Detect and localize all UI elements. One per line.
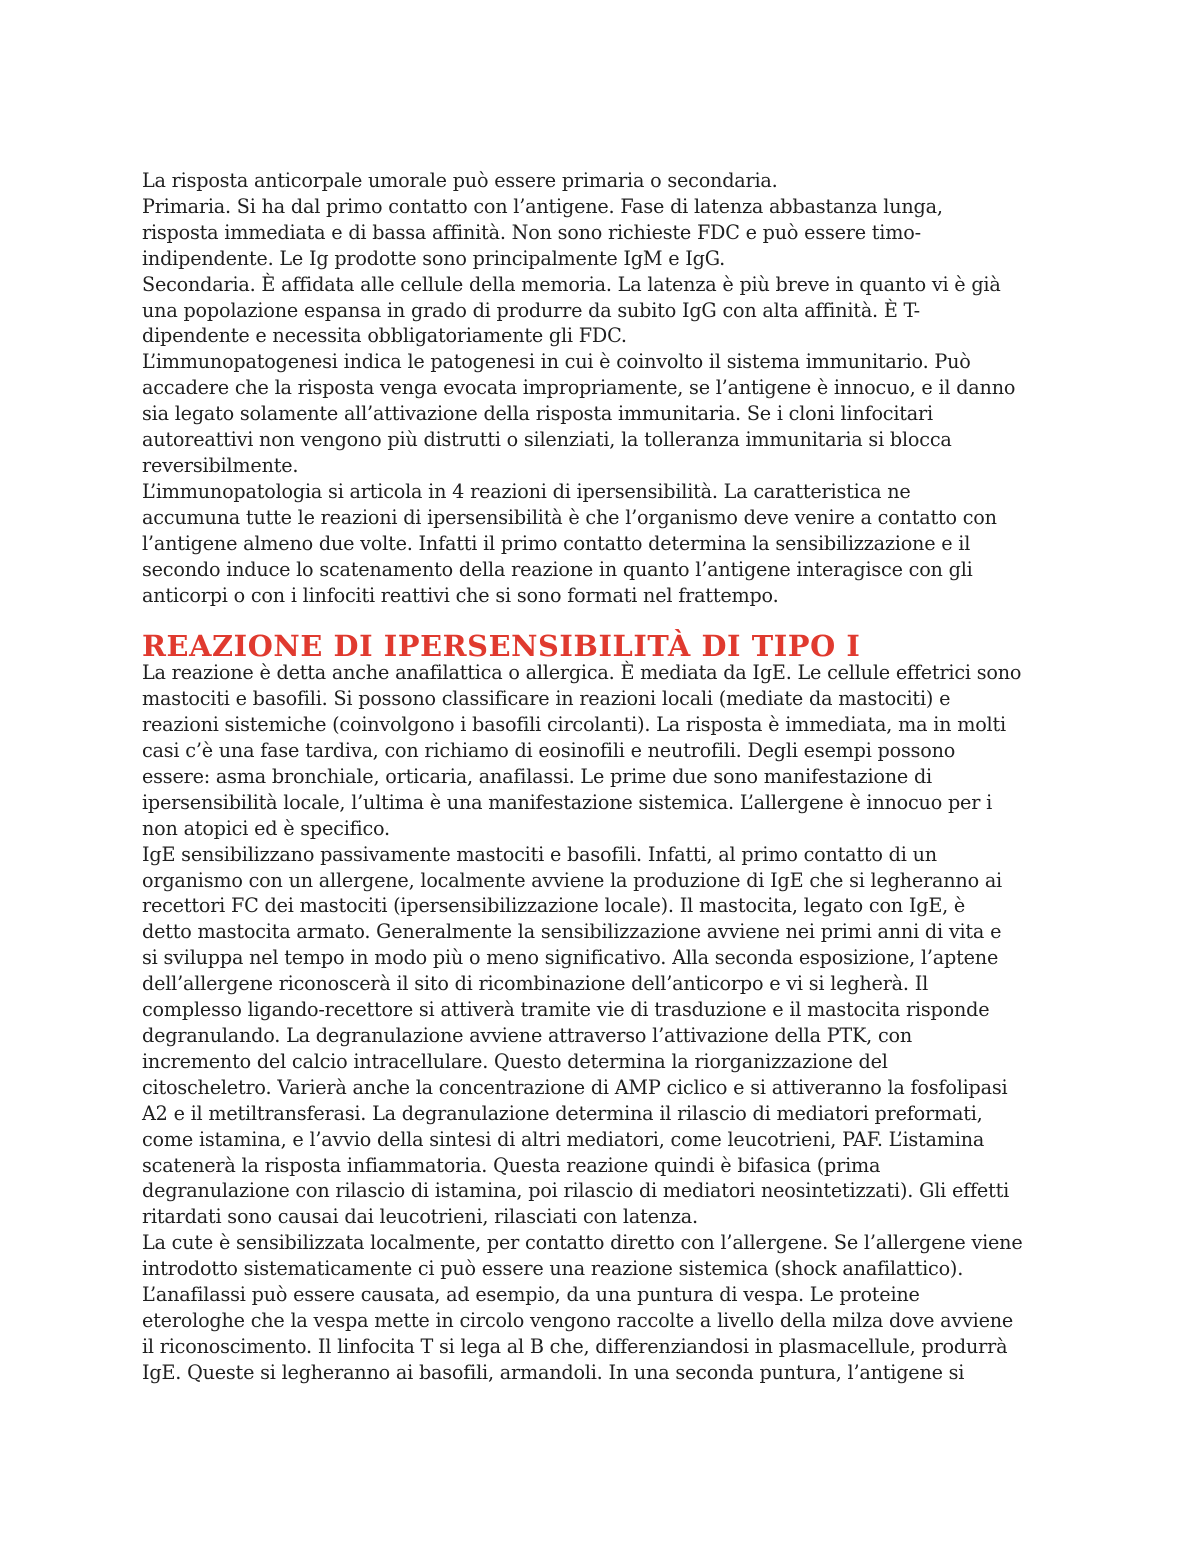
text-line: come istamina, e l’avvio della sintesi di altri mediatori, come leucotrieni, PAF. L’istamina	[142, 1127, 985, 1151]
text-line: La risposta anticorpale umorale può essere primaria o secondaria.	[142, 169, 778, 192]
text-line: risposta immediata e di bassa affinità. Non sono richieste FDC e può essere timo-	[142, 220, 921, 244]
text-line: scatenerà la risposta infiammatoria. Questa reazione quindi è bifasica (prima	[142, 1153, 881, 1177]
text-line: La reazione è detta anche anafilattica o allergica. È mediata da IgE. Le cellule effetrici sono	[142, 661, 1022, 685]
text-line: dell’allergene riconoscerà il sito di ricombinazione dell’anticorpo e vi si legherà. Il	[142, 972, 929, 996]
text-line: IgE sensibilizzano passivamente mastociti e basofili. Infatti, al primo contatto di un	[142, 842, 937, 866]
text-line: L’immunopatogenesi indica le patogenesi in cui è coinvolto il sistema immunitario. Può	[142, 350, 971, 374]
section-heading: REAZIONE DI IPERSENSIBILITÀ DI TIPO I	[142, 629, 861, 664]
text-line: dipendente e necessita obbligatoriamente gli FDC.	[142, 324, 627, 348]
text-line: il riconoscimento. Il linfocita T si lega al B che, differenziandosi in plasmacellule, produrrà	[142, 1334, 1008, 1358]
text-line: secondo induce lo scatenamento della reazione in quanto l’antigene interagisce con gli	[142, 557, 973, 581]
text-line: Primaria. Si ha dal primo contatto con l’antigene. Fase di latenza abbastanza lunga,	[142, 194, 943, 218]
text-line: ritardati sono causai dai leucotrieni, rilasciati con latenza.	[142, 1205, 698, 1229]
text-line: l’antigene almeno due volte. Infatti il primo contatto determina la sensibilizzazione e il	[142, 531, 971, 555]
text-line: complesso ligando-recettore si attiverà tramite vie di trasduzione e il mastocita risponde	[142, 998, 990, 1022]
text-line: L’immunopatologia si articola in 4 reazioni di ipersensibilità. La caratteristica ne	[142, 479, 911, 503]
text-line: accadere che la risposta venga evocata impropriamente, se l’antigene è innocuo, e il danno	[142, 376, 1016, 400]
text-line: essere: asma bronchiale, orticaria, anafilassi. Le prime due sono manifestazione di	[142, 764, 932, 788]
text-line: autoreattivi non vengono più distrutti o silenziati, la tolleranza immunitaria si blocca	[142, 428, 952, 452]
text-line: sia legato solamente all’attivazione della risposta immunitaria. Se i cloni linfocitari	[142, 402, 933, 426]
text-line: degranulazione con rilascio di istamina, poi rilascio di mediatori neosintetizzati). Gli effetti	[142, 1179, 1010, 1203]
text-line: introdotto sistematicamente ci può essere una reazione sistemica (shock anafilattico).	[142, 1257, 964, 1281]
text-line: La cute è sensibilizzata localmente, per contatto diretto con l’allergene. Se l’allergene viene	[142, 1231, 1023, 1255]
text-line: casi c’è una fase tardiva, con richiamo di eosinofili e neutrofili. Degli esempi possono	[142, 739, 956, 763]
text-line: L’anafilassi può essere causata, ad esempio, da una puntura di vespa. Le proteine	[142, 1283, 920, 1307]
text-line: non atopici ed è specifico.	[142, 816, 390, 840]
text-line: incremento del calcio intracellulare. Questo determina la riorganizzazione del	[142, 1049, 888, 1073]
intro-paragraphs	[142, 168, 1072, 608]
text-line: eterologhe che la vespa mette in circolo vengono raccolte a livello della milza dove avviene	[142, 1308, 1014, 1332]
text-line: mastociti e basofili. Si possono classificare in reazioni locali (mediate da mastociti) e	[142, 687, 951, 711]
text-line: si sviluppa nel tempo in modo più o meno significativo. Alla seconda esposizione, l’aptene	[142, 946, 999, 970]
text-line: citoscheletro. Varierà anche la concentrazione di AMP ciclico e si attiveranno la fosfolipasi	[142, 1075, 1008, 1099]
text-line: una popolazione espansa in grado di produrre da subito IgG con alta affinità. È T-	[142, 298, 920, 322]
text-line: reversibilmente.	[142, 453, 299, 477]
text-line: anticorpi o con i linfociti reattivi che si sono formati nel frattempo.	[142, 583, 779, 607]
document-page	[142, 168, 1072, 1386]
text-line: IgE. Queste si legheranno ai basofili, armandoli. In una seconda puntura, l’antigene si	[142, 1360, 965, 1384]
text-line: A2 e il metiltransferasi. La degranulazione determina il rilascio di mediatori preformati,	[142, 1101, 983, 1125]
text-line: indipendente. Le Ig prodotte sono principalmente IgM e IgG.	[142, 246, 726, 270]
text-line: reazioni sistemiche (coinvolgono i basofili circolanti). La risposta è immediata, ma in molti	[142, 713, 1006, 737]
text-line: ipersensibilità locale, l’ultima è una manifestazione sistemica. L’allergene è innocuo per i	[142, 790, 993, 814]
section-paragraphs	[142, 660, 1072, 1385]
text-line: organismo con un allergene, localmente avviene la produzione di IgE che si legheranno ai	[142, 868, 1002, 892]
text-line: recettori FC dei mastociti (ipersensibilizzazione locale). Il mastocita, legato con IgE, è	[142, 894, 966, 918]
text-line: Secondaria. È affidata alle cellule della memoria. La latenza è più breve in quanto vi è già	[142, 272, 1001, 296]
text-line: degranulando. La degranulazione avviene attraverso l’attivazione della PTK, con	[142, 1024, 913, 1047]
text-line: detto mastocita armato. Generalmente la sensibilizzazione avviene nei primi anni di vita e	[142, 920, 1002, 944]
text-line: accumuna tutte le reazioni di ipersensibilità è che l’organismo deve venire a contatto con	[142, 505, 997, 529]
